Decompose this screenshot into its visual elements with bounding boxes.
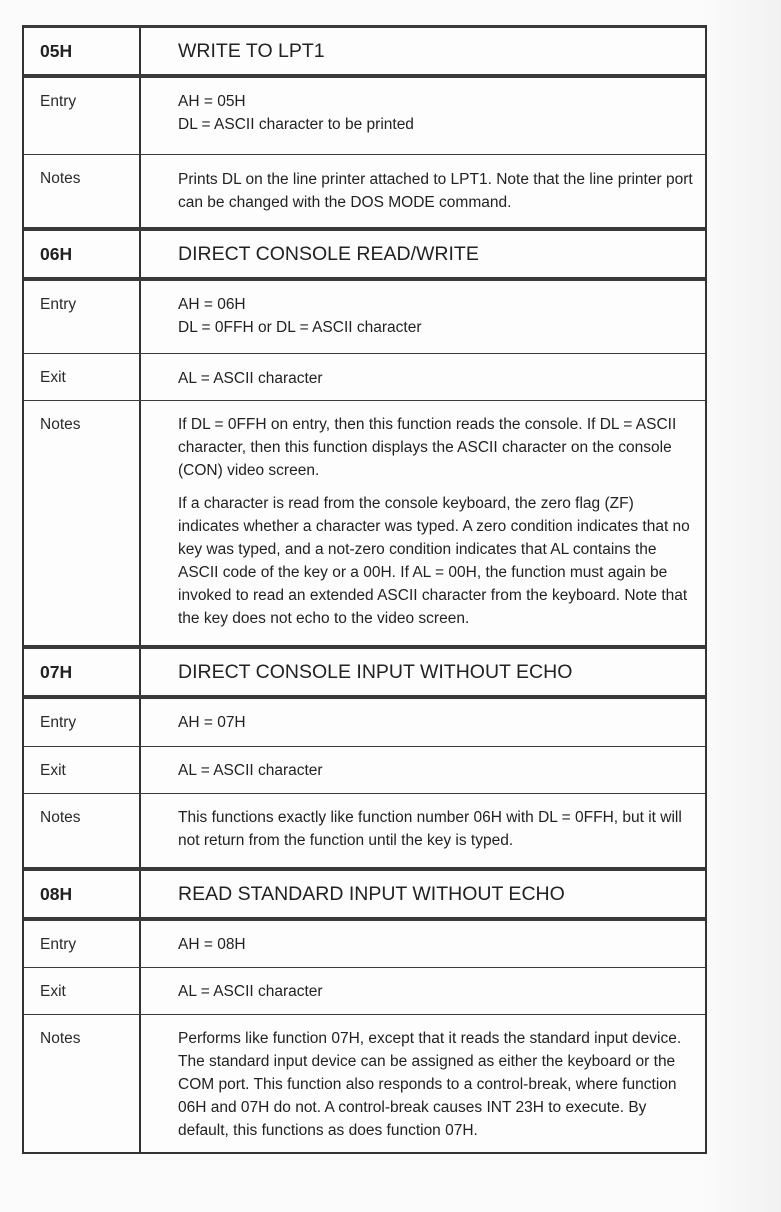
notes-paragraph: If DL = 0FFH on entry, then this function reads the console. If DL = ASCII character, then this function displays the ASCII character on the console (CON) video screen. xyxy=(178,416,677,479)
row-label: Notes xyxy=(24,401,141,645)
row-label: Exit xyxy=(24,354,141,400)
row-content xyxy=(141,155,705,227)
row-content xyxy=(141,968,705,1014)
table-row-exit xyxy=(24,746,705,793)
register-line: DL = ASCII character to be printed xyxy=(178,116,414,133)
register-line: AL = ASCII character xyxy=(178,370,323,387)
dos-function-table xyxy=(22,25,707,1154)
table-row-notes xyxy=(24,793,705,867)
row-label: Notes xyxy=(24,794,141,867)
table-row-notes xyxy=(24,154,705,227)
function-code: 08H xyxy=(24,871,141,917)
table-row-notes xyxy=(24,1014,705,1152)
register-line: AL = ASCII character xyxy=(178,762,323,779)
row-content xyxy=(141,78,705,154)
function-title: DIRECT CONSOLE READ/WRITE xyxy=(178,242,479,265)
table-row-entry xyxy=(24,279,705,353)
row-label: Notes xyxy=(24,155,141,227)
notes-paragraph: Performs like function 07H, except that it reads the standard input device. The standard input device can be assigned as either the keyboard or the COM port. This function also responds to a control-break, where function 06H and 07H do not. A control-break causes INT 23H to execute. By default, this functions as does function 07H. xyxy=(178,1030,682,1139)
register-line: AL = ASCII character xyxy=(178,983,323,1000)
row-content xyxy=(141,794,705,867)
section-header-06h xyxy=(24,227,705,279)
row-content xyxy=(141,281,705,353)
section-header-07h xyxy=(24,645,705,697)
function-title: READ STANDARD INPUT WITHOUT ECHO xyxy=(178,882,565,905)
register-line: AH = 05H xyxy=(178,93,246,110)
table-row-exit xyxy=(24,353,705,400)
row-label: Entry xyxy=(24,281,141,353)
section-header-05h xyxy=(24,25,705,76)
table-row-exit xyxy=(24,967,705,1014)
section-header-08h xyxy=(24,867,705,919)
notes-paragraph: If a character is read from the console keyboard, the zero flag (ZF) indicates whether a character was typed. A zero condition indicates that no key was typed, and a not-zero condition indicates that AL contains the ASCII code of the key or a 00H. If AL = 00H, the function must again be invoked to read an extended ASCII character from the keyboard. Note that the key does not echo to the video screen. xyxy=(178,495,690,627)
row-label: Exit xyxy=(24,968,141,1014)
row-label: Entry xyxy=(24,78,141,154)
function-code: 05H xyxy=(24,28,141,74)
function-title: DIRECT CONSOLE INPUT WITHOUT ECHO xyxy=(178,660,573,683)
row-label: Entry xyxy=(24,921,141,967)
table-row-entry xyxy=(24,697,705,746)
register-line: DL = 0FFH or DL = ASCII character xyxy=(178,319,422,336)
register-line: AH = 07H xyxy=(178,714,246,731)
notes-paragraph: This functions exactly like function number 06H with DL = 0FFH, but it will not return from the function until the key is typed. xyxy=(178,809,682,849)
page-edge-shading xyxy=(701,0,781,1212)
row-content xyxy=(141,1015,705,1152)
function-code: 07H xyxy=(24,649,141,695)
row-content xyxy=(141,354,705,400)
function-title: WRITE TO LPT1 xyxy=(178,39,325,62)
notes-paragraph: Prints DL on the line printer attached to LPT1. Note that the line printer port can be changed with the DOS MODE command. xyxy=(178,171,693,211)
row-label: Exit xyxy=(24,747,141,793)
row-content xyxy=(141,747,705,793)
table-row-entry xyxy=(24,76,705,154)
row-content xyxy=(141,921,705,967)
row-content xyxy=(141,699,705,746)
register-line: AH = 08H xyxy=(178,936,246,953)
row-label: Notes xyxy=(24,1015,141,1152)
function-code: 06H xyxy=(24,231,141,277)
table-row-notes xyxy=(24,400,705,645)
row-label: Entry xyxy=(24,699,141,746)
table-row-entry xyxy=(24,919,705,967)
row-content xyxy=(141,401,705,645)
register-line: AH = 06H xyxy=(178,296,246,313)
